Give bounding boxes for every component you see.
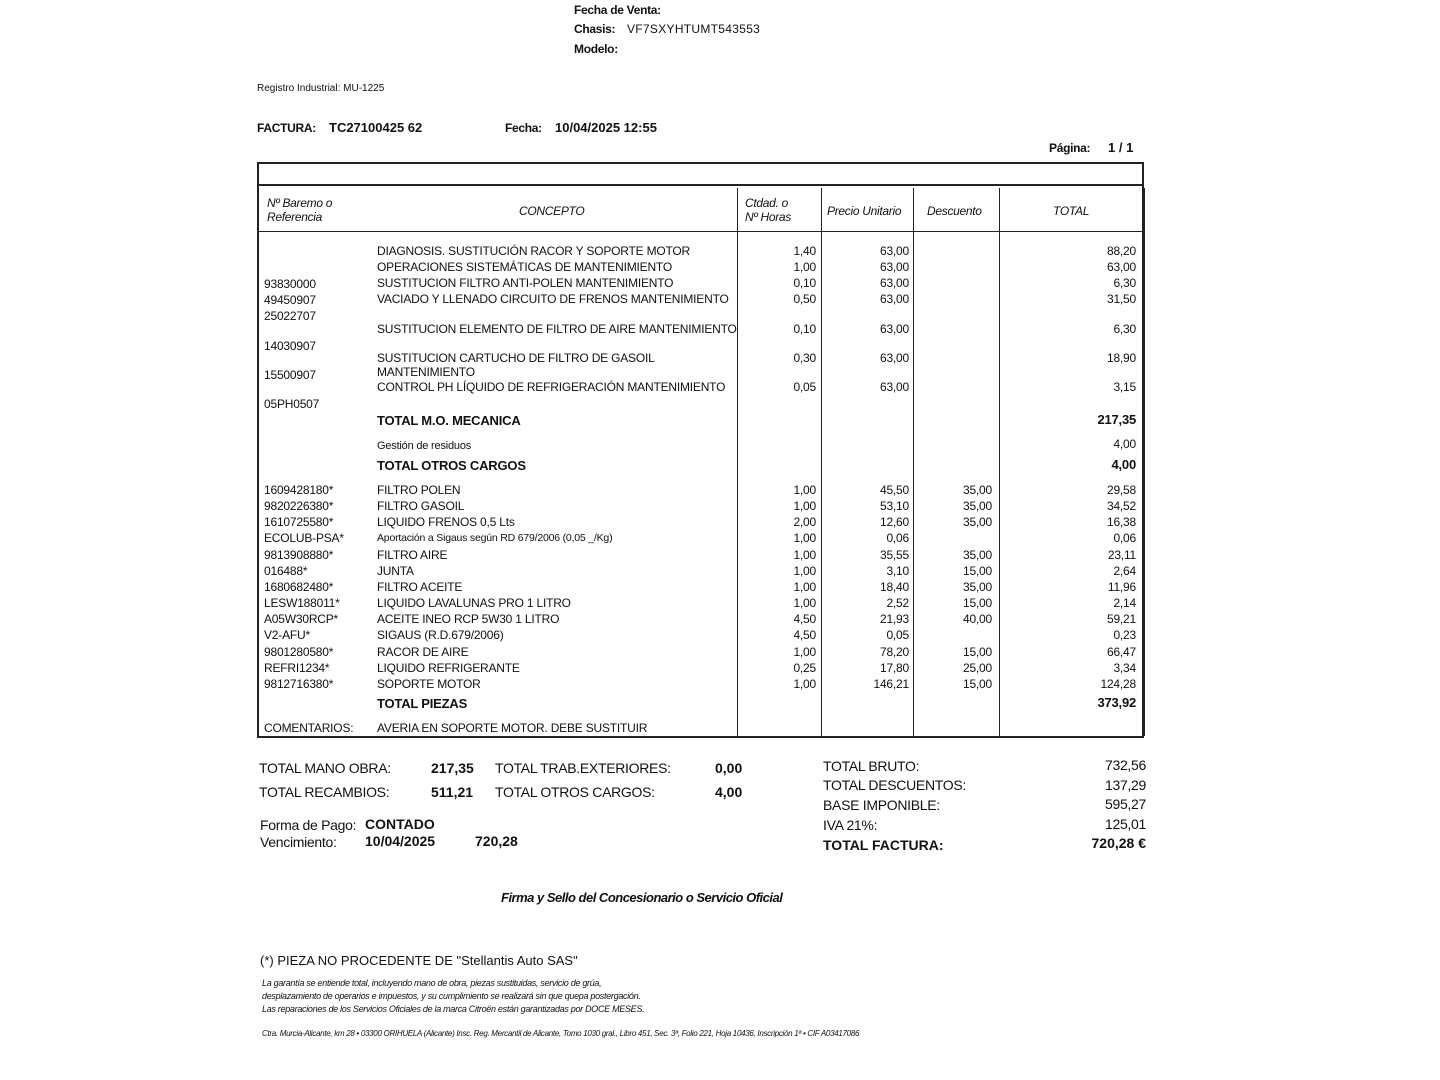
part-ref: ECOLUB-PSA* (264, 531, 344, 545)
row-total: 6,30 (1113, 322, 1136, 336)
part-ref: 9801280580* (264, 645, 334, 659)
legal-line-2: desplazamiento de operarios e impuestos, y su cumplimiento se realizará sin que quepa postergación. (262, 991, 641, 1001)
col-descuento-header: Descuento (927, 204, 982, 218)
part-total: 11,96 (1107, 580, 1136, 594)
chasis-value: VF7SXYHTUMT543553 (627, 22, 761, 36)
part-ref: 9813908880* (264, 548, 334, 562)
total-otros-value: 4,00 (1111, 457, 1136, 472)
row-concept: CONTROL PH LÍQUIDO DE REFRIGERACIÓN MANTENIMIENTO (377, 380, 726, 394)
mano-obra-label: TOTAL MANO OBRA: (259, 760, 391, 776)
part-ref: 9812716380* (264, 677, 334, 691)
row-price: 63,00 (879, 292, 909, 306)
col-divider (1144, 188, 1145, 736)
part-price: 18,40 (879, 580, 909, 594)
gestion-label: Gestión de residuos (377, 440, 472, 452)
legal-line-3: Las reparaciones de los Servicios Oficiales de la marca Citroën están garantizadas por DOCE MESES. (262, 1004, 645, 1014)
col-ref-header (267, 196, 332, 224)
col-precio-header: Precio Unitario (827, 204, 902, 218)
fecha-venta-label: Fecha de Venta: (574, 3, 661, 17)
part-qty: 1,00 (793, 499, 816, 513)
mano-obra-value: 217,35 (431, 760, 474, 776)
forma-pago-value: CONTADO (365, 816, 435, 832)
part-total: 34,52 (1106, 499, 1136, 513)
gestion-value: 4,00 (1113, 437, 1136, 451)
part-ref: V2-AFU* (264, 628, 310, 642)
vencimiento-amount: 720,28 (475, 833, 518, 849)
pagina-label: Página: (1049, 141, 1091, 155)
part-price: 17,80 (879, 661, 909, 675)
row-qty: 0,50 (793, 292, 816, 306)
registro-industrial: Registro Industrial: MU-1225 (257, 83, 385, 94)
part-price: 2,52 (886, 596, 909, 610)
part-qty: 1,00 (793, 531, 816, 545)
total-factura-value: 720,28 € (1091, 835, 1146, 851)
row-price: 63,00 (879, 244, 909, 258)
invoice-table (257, 162, 1144, 738)
col-qty-line1: Ctdad. o (745, 196, 788, 210)
part-concept: SOPORTE MOTOR (377, 677, 481, 691)
table-header-row (259, 188, 1142, 232)
total-mo-value: 217,35 (1097, 412, 1136, 427)
row-concept: DIAGNOSIS. SUSTITUCIÓN RACOR Y SOPORTE MOTOR (377, 244, 691, 258)
part-qty: 1,00 (793, 677, 816, 691)
row-qty: 0,10 (793, 276, 816, 290)
legal-line-1: La garantía se entiende total, incluyendo mano de obra, piezas sustituidas, servicio de grúa, (262, 978, 602, 988)
part-qty: 1,00 (793, 580, 816, 594)
recambios-label: TOTAL RECAMBIOS: (259, 784, 390, 800)
part-qty: 4,50 (793, 628, 816, 642)
part-discount: 35,00 (962, 580, 992, 594)
part-ref: A05W30RCP* (264, 612, 339, 626)
row-ref: 49450907 (264, 293, 316, 307)
col-qty-header (745, 196, 791, 224)
row-concept: VACIADO Y LLENADO CIRCUITO DE FRENOS MANTENIMIENTO (377, 292, 729, 306)
otros-cargos-value: 4,00 (715, 784, 743, 800)
row-price: 63,00 (879, 260, 909, 274)
part-total: 16,38 (1106, 515, 1136, 529)
col-divider (913, 188, 914, 736)
row-price: 63,00 (879, 322, 909, 336)
part-total: 0,06 (1113, 531, 1136, 545)
row-price: 63,00 (879, 380, 909, 394)
row-qty: 0,10 (793, 322, 816, 336)
total-mo-label: TOTAL M.O. MECANICA (377, 413, 521, 428)
row-total: 88,20 (1106, 244, 1136, 258)
descuentos-value: 137,29 (1104, 777, 1146, 793)
part-price: 0,06 (886, 531, 909, 545)
row-concept: SUSTITUCION ELEMENTO DE FILTRO DE AIRE MANTENIMIENTO (377, 322, 737, 336)
row-ref: 93830000 (264, 277, 316, 291)
table-top-strip (259, 164, 1142, 186)
iva-label: IVA 21%: (823, 817, 878, 833)
iva-value: 125,01 (1104, 816, 1146, 832)
part-total: 59,21 (1106, 612, 1136, 626)
pieza-note: (*) PIEZA NO PROCEDENTE DE "Stellantis Auto SAS" (260, 953, 578, 968)
part-total: 124,28 (1100, 677, 1136, 691)
part-discount: 15,00 (962, 596, 992, 610)
fecha-value: 10/04/2025 12:55 (555, 120, 657, 135)
part-discount: 35,00 (962, 548, 992, 562)
part-price: 0,05 (886, 628, 909, 642)
modelo-label: Modelo: (574, 42, 618, 56)
part-concept: ACEITE INEO RCP 5W30 1 LITRO (377, 612, 560, 626)
row-qty: 1,40 (793, 244, 816, 258)
row-concept: SUSTITUCION CARTUCHO DE FILTRO DE GASOIL MANTENIMIENTO (377, 351, 655, 379)
total-piezas-label: TOTAL PIEZAS (377, 696, 468, 711)
part-qty: 0,25 (793, 661, 816, 675)
col-divider (999, 188, 1000, 736)
total-piezas-value: 373,92 (1097, 695, 1136, 710)
part-discount: 35,00 (962, 515, 992, 529)
row-qty: 1,00 (793, 260, 816, 274)
trab-ext-value: 0,00 (715, 760, 743, 776)
chasis-label: Chasis: (574, 22, 616, 36)
part-qty: 4,50 (793, 612, 816, 626)
row-concept: SUSTITUCION FILTRO ANTI-POLEN MANTENIMIENTO (377, 276, 674, 290)
bruto-value: 732,56 (1104, 757, 1146, 773)
trab-ext-label: TOTAL TRAB.EXTERIORES: (495, 760, 671, 776)
vencimiento-label: Vencimiento: (260, 834, 337, 850)
factura-number: TC27100425 62 (329, 120, 423, 135)
part-ref: 016488* (264, 564, 308, 578)
part-price: 53,10 (879, 499, 909, 513)
row-ref: 15500907 (264, 368, 316, 382)
part-ref: 1609428180* (264, 483, 334, 497)
col-concepto-header: CONCEPTO (519, 204, 585, 218)
fecha-label: Fecha: (505, 121, 542, 135)
part-concept: FILTRO ACEITE (377, 580, 463, 594)
base-label: BASE IMPONIBLE: (823, 797, 940, 813)
part-total: 29,58 (1106, 483, 1136, 497)
part-qty: 1,00 (793, 596, 816, 610)
bruto-label: TOTAL BRUTO: (823, 758, 920, 774)
otros-cargos-label: TOTAL OTROS CARGOS: (495, 784, 655, 800)
part-price: 3,10 (886, 564, 909, 578)
part-concept: RACOR DE AIRE (377, 645, 469, 659)
col-ref-line2: Referencia (267, 210, 323, 224)
part-total: 2,64 (1113, 564, 1136, 578)
total-otros-label: TOTAL OTROS CARGOS (377, 458, 526, 473)
part-total: 66,47 (1106, 645, 1136, 659)
base-value: 595,27 (1104, 796, 1146, 812)
part-price: 12,60 (879, 515, 909, 529)
part-concept: LIQUIDO FRENOS 0,5 Lts (377, 515, 515, 529)
part-price: 78,20 (879, 645, 909, 659)
row-total: 63,00 (1106, 260, 1136, 274)
row-total: 6,30 (1113, 276, 1136, 290)
part-concept: FILTRO GASOIL (377, 499, 465, 513)
part-qty: 1,00 (793, 645, 816, 659)
part-discount: 35,00 (962, 483, 992, 497)
pagina-value: 1 / 1 (1108, 140, 1134, 155)
row-price: 63,00 (879, 276, 909, 290)
part-ref: LESW188011* (264, 596, 340, 610)
part-concept: SIGAUS (R.D.679/2006) (377, 628, 504, 642)
row-total: 3,15 (1113, 380, 1136, 394)
part-discount: 15,00 (962, 645, 992, 659)
total-factura-label: TOTAL FACTURA: (823, 837, 944, 853)
signature-caption: Firma y Sello del Concesionario o Servicio Oficial (501, 890, 783, 905)
part-discount: 35,00 (962, 499, 992, 513)
part-ref: 1680682480* (264, 580, 334, 594)
row-ref: 25022707 (264, 309, 316, 323)
col-qty-line2: Nº Horas (745, 210, 791, 224)
part-concept: FILTRO POLEN (377, 483, 461, 497)
part-discount: 25,00 (962, 661, 992, 675)
row-ref: 05PH0507 (264, 397, 320, 411)
row-qty: 0,30 (793, 351, 816, 365)
part-price: 146,21 (873, 677, 909, 691)
part-ref: 1610725580* (264, 515, 334, 529)
vencimiento-date: 10/04/2025 (365, 833, 436, 849)
factura-label: FACTURA: (257, 121, 316, 135)
forma-pago-label: Forma de Pago: (260, 817, 357, 833)
part-discount: 40,00 (962, 612, 992, 626)
part-price: 21,93 (879, 612, 909, 626)
row-concept: OPERACIONES SISTEMÁTICAS DE MANTENIMIENTO (377, 260, 672, 274)
part-total: 2,14 (1113, 596, 1136, 610)
part-total: 0,23 (1113, 628, 1136, 642)
part-concept: Aportación a Sigaus según RD 679/2006 (0,05 _/Kg) (377, 532, 613, 544)
col-ref-line1: Nº Baremo o (267, 196, 333, 210)
part-total: 23,11 (1107, 548, 1136, 562)
comentarios-label: COMENTARIOS: (264, 721, 354, 735)
comentarios-value: AVERIA EN SOPORTE MOTOR. DEBE SUSTITUIR (377, 721, 648, 735)
part-discount: 15,00 (962, 564, 992, 578)
col-divider (737, 188, 738, 736)
part-concept: LIQUIDO REFRIGERANTE (377, 661, 520, 675)
part-qty: 1,00 (793, 548, 816, 562)
part-total: 3,34 (1113, 661, 1136, 675)
part-price: 35,55 (879, 548, 909, 562)
part-ref: REFRI1234* (264, 661, 330, 675)
recambios-value: 511,21 (431, 784, 474, 800)
part-discount: 15,00 (962, 677, 992, 691)
part-ref: 9820226380* (264, 499, 334, 513)
part-qty: 2,00 (793, 515, 816, 529)
part-concept: FILTRO AIRE (377, 548, 448, 562)
row-total: 18,90 (1106, 351, 1136, 365)
row-qty: 0,05 (793, 380, 816, 394)
col-total-header: TOTAL (1053, 204, 1090, 218)
company-address: Ctra. Murcia-Alicante, km 28 • 03300 ORIHUELA (Alicante) Insc. Reg. Mercantil de Alicante, Tomo 1030 gral., Libro 451, Sec. 3ª, Folio 221, Hoja 10436, Inscripción 1ª • CIF A03417086 (262, 1029, 860, 1038)
row-ref: 14030907 (264, 339, 316, 353)
col-divider (821, 188, 822, 736)
part-price: 45,50 (879, 483, 909, 497)
part-concept: JUNTA (377, 564, 414, 578)
row-total: 31,50 (1106, 292, 1136, 306)
part-qty: 1,00 (793, 564, 816, 578)
part-qty: 1,00 (793, 483, 816, 497)
descuentos-label: TOTAL DESCUENTOS: (823, 777, 966, 793)
row-price: 63,00 (879, 351, 909, 365)
part-concept: LIQUIDO LAVALUNAS PRO 1 LITRO (377, 596, 571, 610)
